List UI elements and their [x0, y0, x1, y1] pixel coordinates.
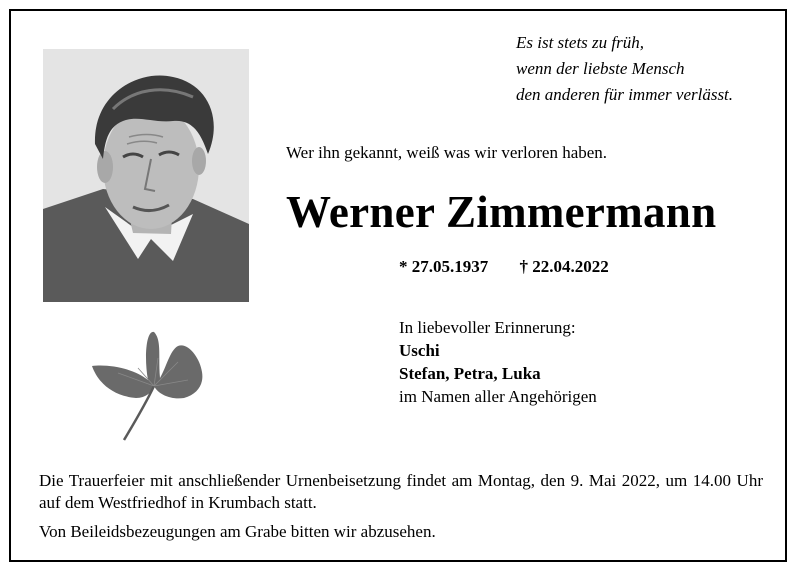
life-dates [399, 257, 609, 277]
mourner-name: Uschi [399, 341, 440, 360]
mourners-closing: im Namen aller Angehörigen [399, 387, 597, 406]
poem-line: wenn der liebste Mensch [516, 59, 685, 78]
birth-date: * 27.05.1937 [399, 257, 489, 276]
intro-line: Wer ihn gekannt, weiß was wir verloren haben. [286, 143, 608, 162]
poem-line: Es ist stets zu früh, [516, 33, 644, 52]
mourner-name: Stefan, Petra, Luka [399, 364, 541, 383]
mourners-heading: In liebevoller Erinnerung: [399, 318, 576, 337]
footer-notice [39, 470, 763, 543]
portrait-photo [43, 49, 249, 302]
deceased-name: Werner Zimmermann [286, 187, 717, 237]
death-date: † 22.04.2022 [519, 257, 609, 276]
poem-line: den anderen für immer verlässt. [516, 85, 734, 104]
ginkgo-leaf-icon [88, 328, 206, 442]
poem [516, 30, 733, 108]
ceremony-text: Die Trauerfeier mit anschließender Urnenbeisetzung findet am Montag, den 9. Mai 2022, um 14.00 Uhr auf dem Westfriedhof in Krumbach statt. [39, 471, 763, 512]
condolences-text: Von Beileidsbezeugungen am Grabe bitten wir abzusehen. [39, 522, 436, 541]
mourners-block [399, 316, 597, 408]
